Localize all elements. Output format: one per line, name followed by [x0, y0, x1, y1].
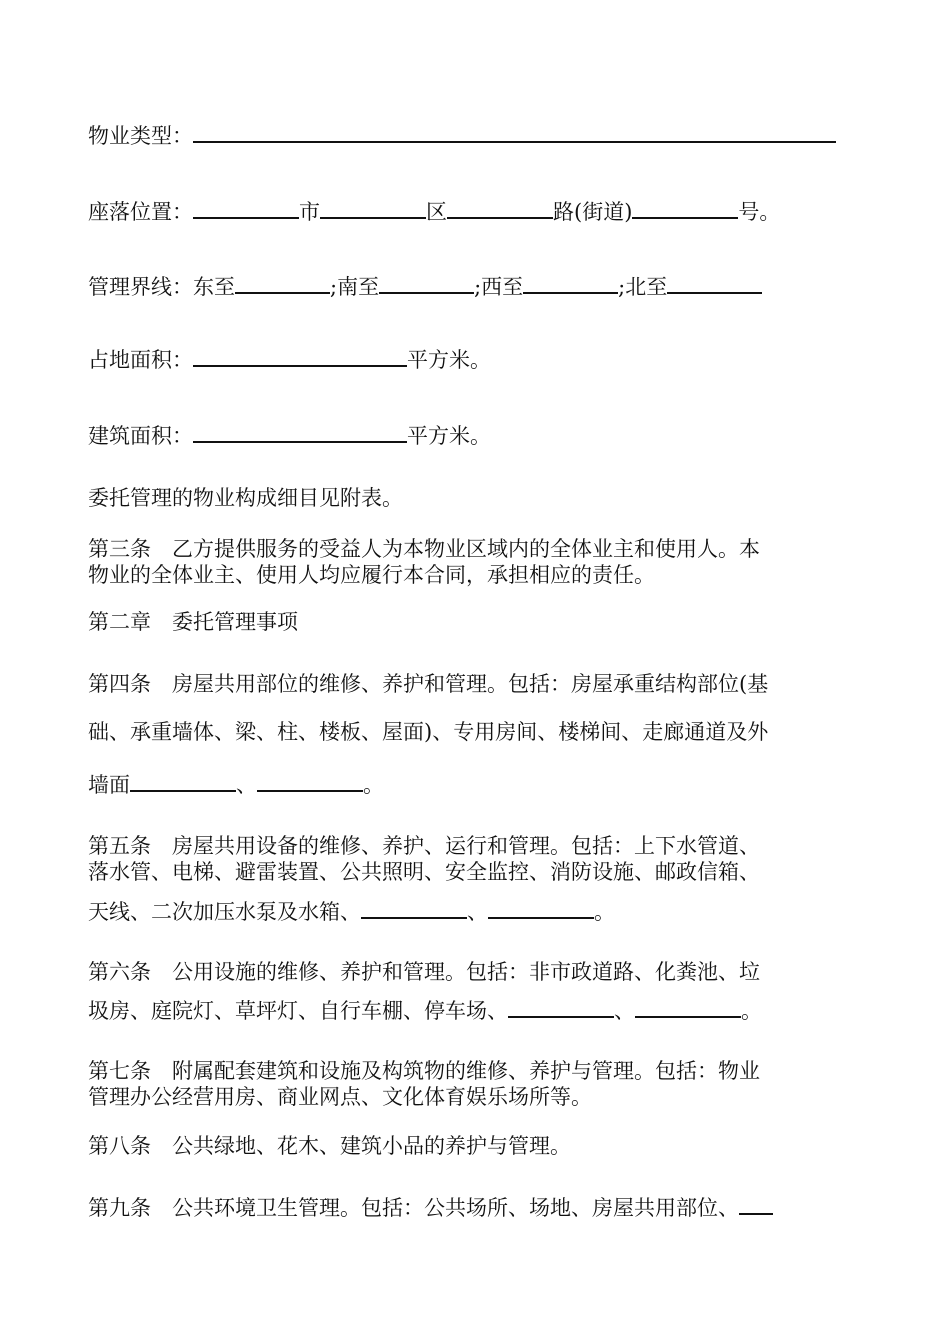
- article-4-line-2: 础、承重墙体、梁、柱、楼板、屋面)、专用房间、楼梯间、走廊通道及外: [88, 720, 769, 744]
- article-5-line-2: 落水管、电梯、避雷装置、公共照明、安全监控、消防设施、邮政信箱、: [88, 860, 760, 884]
- district-label: 区: [426, 200, 447, 224]
- article-5-blank-2: [488, 897, 594, 919]
- property-type-blank: [193, 121, 836, 143]
- article-3-line-2: 物业的全体业主、使用人均应履行本合同，承担相应的责任。: [88, 563, 655, 587]
- article-4-title: 第四条: [88, 672, 151, 696]
- article-4-line-3: [88, 770, 384, 799]
- article-7-text: 附属配套建筑和设施及构筑物的维修、养护与管理。包括：物业: [172, 1059, 760, 1083]
- city-blank: [193, 197, 299, 219]
- article-7-line-1: [88, 1057, 760, 1085]
- land-area-blank: [193, 345, 407, 367]
- article-4-blank-2: [257, 770, 363, 792]
- location-line: [88, 197, 780, 226]
- boundary-west-label: ;西至: [474, 275, 524, 299]
- article-9-blank: [739, 1193, 773, 1215]
- location-label: 座落位置：: [88, 200, 193, 224]
- article-6-line-1: [88, 958, 760, 986]
- article-4-wall-text: 墙面: [88, 773, 130, 797]
- article-4-blank-1: [130, 770, 236, 792]
- article-6-sep: 、: [614, 999, 635, 1023]
- article-7-title: 第七条: [88, 1059, 151, 1083]
- article-9-text: 公共环境卫生管理。包括：公共场所、场地、房屋共用部位、: [172, 1196, 739, 1220]
- article-6-line-2: [88, 996, 762, 1025]
- road-label: 路(街道): [553, 200, 633, 224]
- number-blank: [632, 197, 738, 219]
- article-7-line-2: 管理办公经营用房、商业网点、文化体育娱乐场所等。: [88, 1085, 592, 1109]
- land-area-label: 占地面积：: [88, 348, 193, 372]
- boundary-north-label: ;北至: [618, 275, 668, 299]
- chapter-2-heading: [88, 608, 298, 636]
- article-4-end: 。: [363, 773, 384, 797]
- article-6-end: 。: [741, 999, 762, 1023]
- boundary-south-label: ;南至: [330, 275, 380, 299]
- west-blank: [523, 272, 618, 294]
- article-5-sep: 、: [467, 900, 488, 924]
- city-label: 市: [299, 200, 320, 224]
- article-8-text: 公共绿地、花木、建筑小品的养护与管理。: [172, 1134, 571, 1158]
- building-area-unit: 平方米。: [407, 424, 491, 448]
- south-blank: [379, 272, 474, 294]
- chapter-2-title: 第二章: [88, 610, 151, 634]
- article-4-text: 房屋共用部位的维修、养护和管理。包括：房屋承重结构部位(基: [172, 672, 769, 696]
- article-5-text-3: 天线、二次加压水泵及水箱、: [88, 900, 361, 924]
- boundary-line: [88, 272, 762, 301]
- article-3-text: 乙方提供服务的受益人为本物业区域内的全体业主和使用人。本: [172, 537, 760, 561]
- building-area-label: 建筑面积：: [88, 424, 193, 448]
- number-label: 号。: [738, 200, 781, 224]
- article-6-blank-1: [508, 996, 614, 1018]
- article-3-line-1: [88, 535, 760, 563]
- article-6-text: 公用设施的维修、养护和管理。包括：非市政道路、化粪池、垃: [172, 960, 760, 984]
- land-area-line: [88, 345, 491, 374]
- east-blank: [235, 272, 330, 294]
- property-type-line: [88, 121, 836, 150]
- article-9-line: [88, 1193, 773, 1222]
- article-4-line-1: [88, 670, 768, 698]
- article-5-line-1: [88, 832, 760, 860]
- article-5-title: 第五条: [88, 834, 151, 858]
- article-8-title: 第八条: [88, 1134, 151, 1158]
- article-5-blank-1: [361, 897, 467, 919]
- boundary-east-label: 管理界线：东至: [88, 275, 235, 299]
- north-blank: [667, 272, 762, 294]
- chapter-2-text: 委托管理事项: [172, 610, 298, 634]
- building-area-blank: [193, 421, 407, 443]
- land-area-unit: 平方米。: [407, 348, 491, 372]
- appendix-note: 委托管理的物业构成细目见附表。: [88, 486, 403, 510]
- road-blank: [447, 197, 553, 219]
- building-area-line: [88, 421, 491, 450]
- article-8-line: [88, 1132, 571, 1160]
- article-5-end: 。: [594, 900, 615, 924]
- article-3-title: 第三条: [88, 537, 151, 561]
- district-blank: [320, 197, 426, 219]
- article-6-title: 第六条: [88, 960, 151, 984]
- article-4-sep: 、: [236, 773, 257, 797]
- article-9-title: 第九条: [88, 1196, 151, 1220]
- property-type-label: 物业类型：: [88, 124, 193, 148]
- article-6-text-2: 圾房、庭院灯、草坪灯、自行车棚、停车场、: [88, 999, 508, 1023]
- article-5-text: 房屋共用设备的维修、养护、运行和管理。包括：上下水管道、: [172, 834, 760, 858]
- article-5-line-3: [88, 897, 615, 926]
- article-6-blank-2: [635, 996, 741, 1018]
